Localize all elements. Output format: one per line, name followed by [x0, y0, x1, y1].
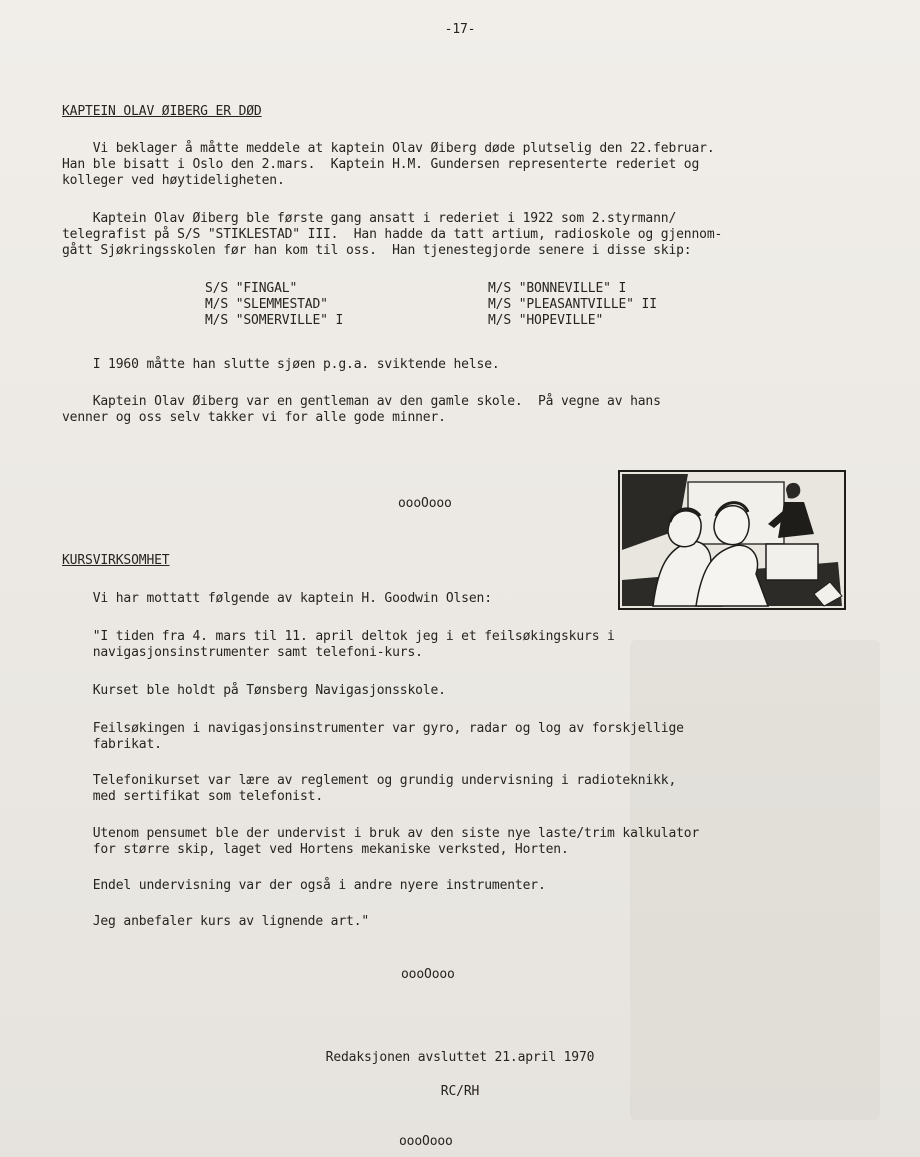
page-number: -17-	[444, 22, 476, 37]
separator: oooOooo	[399, 1134, 453, 1149]
quote-paragraph-6: Endel undervisning var der også i andre nyere instrumenter.	[62, 878, 546, 893]
ship-list-item: M/S "SOMERVILLE" I	[205, 313, 344, 328]
obituary-paragraph-1-line-1: Vi beklager å måtte meddele at kaptein Olav Øiberg døde plutselig den 22.februar.	[62, 141, 715, 156]
ship-list-item: M/S "SLEMMESTAD"	[205, 297, 328, 312]
bleed-through-shadow	[630, 640, 880, 1120]
ship-list-item: S/S "FINGAL"	[205, 281, 298, 296]
obituary-paragraph-2-line-3: gått Sjøkringsskolen før han kom til oss. Han tjenestegjorde senere i disse skip:	[62, 243, 692, 258]
obituary-paragraph-4-line-2: venner og oss selv takker vi for alle gode minner.	[62, 410, 446, 425]
quote-paragraph-7: Jeg anbefaler kurs av lignende art."	[62, 914, 370, 929]
separator: oooOooo	[398, 496, 452, 511]
ship-list-item: M/S "PLEASANTVILLE" II	[488, 297, 657, 312]
obituary-paragraph-1-line-3: kolleger ved høytideligheten.	[62, 173, 285, 188]
courses-intro: Vi har mottatt følgende av kaptein H. Goodwin Olsen:	[62, 591, 492, 606]
quote-paragraph-1-line-2: navigasjonsinstrumenter samt telefoni-kurs.	[62, 645, 423, 660]
section-heading-courses: KURSVIRKSOMHET	[62, 553, 170, 568]
quote-paragraph-4-line-1: Telefonikurset var lære av reglement og grundig undervisning i radioteknikk,	[62, 773, 677, 788]
obituary-paragraph-1-line-2: Han ble bisatt i Oslo den 2.mars. Kaptein H.M. Gundersen representerte rederiet og	[62, 157, 700, 172]
quote-paragraph-5-line-1: Utenom pensumet ble der undervist i bruk av den siste nye laste/trim kalkulator	[62, 826, 700, 841]
section-heading-obituary: KAPTEIN OLAV ØIBERG ER DØD	[62, 104, 262, 119]
obituary-paragraph-2-line-2: telegrafist på S/S "STIKLESTAD" III. Han hadde da tatt artium, radioskole og gjennom-	[62, 227, 723, 242]
ship-list-item: M/S "BONNEVILLE" I	[488, 281, 627, 296]
quote-paragraph-5-line-2: for større skip, laget ved Hortens mekaniske verksted, Horten.	[62, 842, 569, 857]
quote-paragraph-3-line-1: Feilsøkingen i navigasjonsinstrumenter var gyro, radar og log av forskjellige	[62, 721, 684, 736]
obituary-paragraph-3: I 1960 måtte han slutte sjøen p.g.a. sviktende helse.	[62, 357, 500, 372]
obituary-paragraph-4-line-1: Kaptein Olav Øiberg var en gentleman av den gamle skole. På vegne av hans	[62, 394, 661, 409]
quote-paragraph-4-line-2: med sertifikat som telefonist.	[62, 789, 324, 804]
classroom-illustration	[618, 470, 846, 610]
quote-paragraph-2: Kurset ble holdt på Tønsberg Navigasjonsskole.	[62, 683, 446, 698]
quote-paragraph-3-line-2: fabrikat.	[62, 737, 162, 752]
quote-paragraph-1-line-1: "I tiden fra 4. mars til 11. april deltok jeg i et feilsøkingskurs i	[62, 629, 615, 644]
obituary-paragraph-2-line-1: Kaptein Olav Øiberg ble første gang ansatt i rederiet i 1922 som 2.styrmann/	[62, 211, 677, 226]
editorial-closing: Redaksjonen avsluttet 21.april 1970	[325, 1050, 595, 1065]
separator: oooOooo	[401, 967, 455, 982]
editor-initials: RC/RH	[440, 1084, 480, 1099]
ship-list-item: M/S "HOPEVILLE"	[488, 313, 604, 328]
